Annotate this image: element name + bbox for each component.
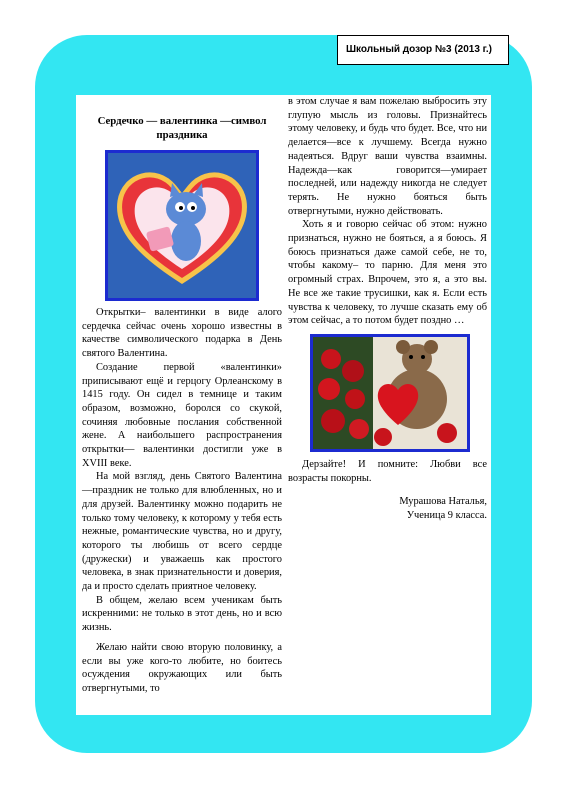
article-page [76, 95, 491, 715]
left-column [82, 95, 282, 696]
paragraph: Создание первой «валентинки» приписывают ещё и герцогу Орлеанскому в 1415 году. Он сидел в темнице и таким образом, возможно, боролся со скукой, сочиняя любовные послания собственной жене. А наибольшего распространения открытки— валентинки достигли уже в XVIII веке. [82, 361, 282, 469]
paragraph: В общем, желаю всем ученикам быть искренними: не только в этот день, но и всю жизнь. [82, 594, 282, 634]
right-column [288, 95, 487, 523]
article-title: Сердечко — валентинка —символ праздника [97, 115, 267, 141]
paragraph: На мой взгляд, день Святого Валентина—праздник не только для влюбленных, но и для друзей. Валентинку можно подарить не только тому человеку, к которому у тебя есть нежные, романтические чувства, но и другу, которого ты любишь от всего сердце (дружески) и уважаешь как простого человека, в знак признательности и доверия, да и просто сделать приятное человеку. [82, 471, 282, 593]
newspaper-tag: Школьный дозор №3 (2013 г.) [337, 35, 509, 65]
paragraph: в этом случае я вам пожелаю выбросить эту глупую мысль из головы. Признайтесь этому человеку, и будь что будет. Все, что ни делается—все к лучшему. Всегда нужно надеяться. Вдруг ваши чувства взаимны. Надежда—как говорится—умирает последней, или надежду никогда не следует терять. Не нужно бояться быть отвергнутыми, нужно действовать. [288, 96, 487, 217]
paragraph: Хоть я и говорю сейчас об этом: нужно признаться, нужно не бояться, а я боюсь. Я боюсь признаться даже самой себе, не то, чтобы какому– то парню. Для меня это огромный страх. Впрочем, это я, а это вы. Не все же такие трусишки, как я. Если есть чувства к человеку, то лучше сказать ему об этом сейчас, а то потом будет поздно … [288, 219, 487, 327]
signature-name: Мурашова Наталья, [399, 496, 487, 508]
paragraph: Открытки– валентинки в виде алого сердечка сейчас очень хорошо известны в качестве символического подарка в День святого Валентина. [82, 307, 282, 360]
teddy-bear-roses-image [310, 334, 470, 452]
paragraph: Желаю найти свою вторую половинку, а если вы уже кого-то любите, но боитесь осуждения окружающих или быть отвергнутыми, то [82, 641, 282, 694]
closing-line: Дерзайте! И помните: Любви все возрасты покорны. [288, 458, 487, 484]
heart-cat-valentine-image [105, 150, 259, 301]
signature-role: Ученица 9 класса. [406, 510, 487, 522]
